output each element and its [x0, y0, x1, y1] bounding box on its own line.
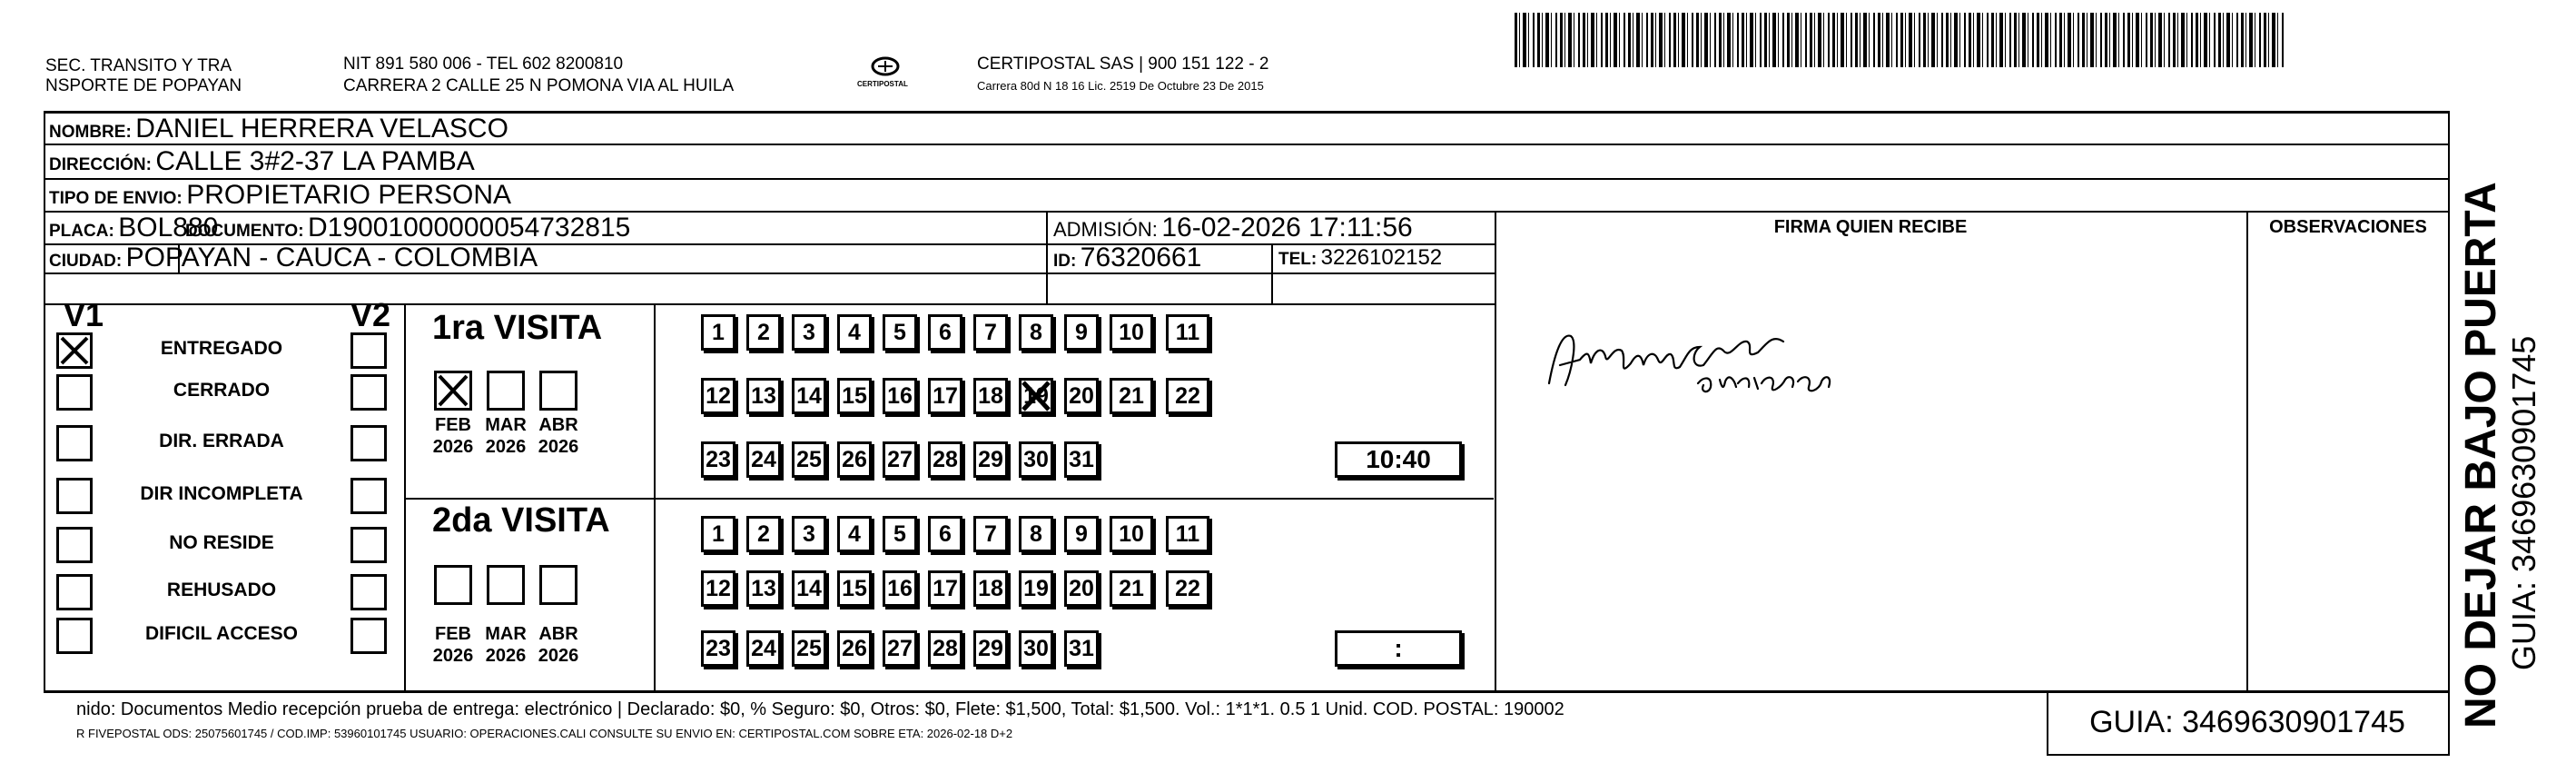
status-reason-label: DIFICIL ACCESO — [144, 623, 298, 644]
day-number: 24 — [751, 446, 776, 472]
id-value: 76320661 — [1080, 243, 1202, 272]
day-number: 17 — [933, 382, 958, 409]
day-box[interactable] — [1064, 378, 1099, 414]
check-x-icon — [59, 335, 90, 366]
month-year: 2026 — [485, 646, 527, 666]
day-number: 22 — [1175, 575, 1200, 601]
v1-checkbox[interactable] — [56, 527, 93, 563]
month-label — [426, 623, 480, 667]
day-box[interactable] — [973, 516, 1008, 552]
certipostal-logo — [870, 56, 901, 76]
placa-value: BOL880 — [118, 213, 219, 243]
month-year: 2026 — [538, 646, 579, 666]
v1-checkbox[interactable] — [56, 574, 93, 610]
v2-label: V2 — [350, 296, 391, 333]
day-box[interactable] — [837, 378, 872, 414]
admision-label: ADMISIÓN: — [1053, 218, 1158, 241]
id-label: ID: — [1053, 252, 1077, 271]
visit-title: 2da VISITA — [432, 501, 610, 540]
direccion-field — [49, 147, 475, 181]
visit-time-box[interactable]: 10:40 — [1335, 441, 1462, 478]
day-number: 6 — [939, 319, 952, 345]
day-box[interactable] — [1064, 441, 1099, 478]
day-number: 30 — [1023, 446, 1049, 472]
month-name: ABR — [538, 415, 578, 435]
row-divider — [44, 303, 1496, 305]
month-year: 2026 — [538, 437, 579, 457]
day-number: 10 — [1119, 520, 1144, 547]
day-box[interactable] — [1110, 378, 1153, 414]
tel-divider-top — [1271, 243, 1273, 272]
month-label — [531, 414, 586, 458]
v1-checkbox[interactable] — [56, 332, 93, 369]
ciudad-value: POPAYAN - CAUCA - COLOMBIA — [125, 243, 538, 272]
day-box[interactable] — [837, 314, 872, 351]
day-number: 22 — [1175, 382, 1200, 409]
day-number: 23 — [706, 446, 731, 472]
day-number: 27 — [887, 635, 913, 661]
v2-checkbox[interactable] — [350, 527, 387, 563]
day-number: 5 — [893, 520, 906, 547]
tipo-envio-value: PROPIETARIO PERSONA — [186, 180, 512, 210]
day-number: 4 — [848, 319, 861, 345]
day-number: 11 — [1175, 520, 1200, 547]
v1-checkbox[interactable] — [56, 425, 93, 461]
day-box[interactable] — [883, 314, 917, 351]
footer-guia-bottom — [2047, 754, 2450, 756]
day-number: 20 — [1069, 382, 1094, 409]
day-box[interactable] — [792, 570, 826, 607]
firma-left-border — [1495, 211, 1496, 692]
day-box[interactable] — [792, 314, 826, 351]
day-box[interactable] — [1110, 516, 1153, 552]
day-number: 3 — [803, 520, 815, 547]
v1-label: V1 — [64, 296, 104, 333]
month-label — [479, 414, 533, 458]
day-number: 21 — [1119, 575, 1144, 601]
month-name: FEB — [435, 624, 471, 644]
day-number: 15 — [842, 575, 867, 601]
direccion-label: DIRECCIÓN: — [49, 155, 152, 174]
day-number: 20 — [1069, 575, 1094, 601]
day-box[interactable] — [883, 516, 917, 552]
day-number: 26 — [842, 446, 867, 472]
visit-left-border — [654, 303, 656, 692]
day-box[interactable] — [1019, 378, 1053, 414]
day-number: 28 — [933, 446, 958, 472]
day-number: 12 — [706, 382, 731, 409]
admision-divider-top — [1046, 211, 1048, 243]
day-box[interactable] — [1110, 314, 1153, 351]
day-number: 13 — [751, 382, 776, 409]
tipo-envio-field — [49, 181, 511, 214]
day-number: 29 — [978, 635, 1003, 661]
day-box[interactable] — [837, 630, 872, 667]
day-box[interactable] — [883, 378, 917, 414]
company-line: CERTIPOSTAL SAS | 900 151 122 - 2 — [977, 54, 1269, 74]
month-year: 2026 — [432, 646, 474, 666]
day-box[interactable] — [1019, 630, 1053, 667]
visit-title: 1ra VISITA — [432, 309, 603, 347]
direccion-value: CALLE 3#2-37 LA PAMBA — [155, 146, 475, 176]
license-line: Carrera 80d N 18 16 Lic. 2519 De Octubre 23 De 2015 — [977, 79, 1264, 93]
day-box[interactable] — [1019, 441, 1053, 478]
v2-checkbox[interactable] — [350, 425, 387, 461]
day-number: 5 — [893, 319, 906, 345]
footer-line1: nido: Documentos Medio recepción prueba de entrega: electrónico | Declarado: $0, % Seguro: $0, Otros: $0, Flete: $1,500, Total: $1,500. Vol.: 1*1*1. 0.5 1 Unid. COD. POSTAL: 190002 — [76, 699, 1564, 719]
v1-checkbox[interactable] — [56, 618, 93, 654]
footer-line2: R FIVEPOSTAL ODS: 25075601745 / COD.IMP: 53960101745 USUARIO: OPERACIONES.CALI CONSULTE SU ENVIO EN: CERTIPOSTAL.COM SOBRE ETA: 2026-02-18 D+2 — [76, 727, 1013, 740]
handwritten-signature — [1544, 300, 1925, 409]
day-box[interactable] — [928, 314, 962, 351]
v1-checkbox[interactable] — [56, 478, 93, 514]
day-box[interactable] — [1166, 570, 1209, 607]
ciudad-label: CIUDAD: — [49, 252, 123, 271]
day-box[interactable] — [792, 378, 826, 414]
day-box[interactable] — [973, 441, 1008, 478]
day-box[interactable] — [1019, 314, 1053, 351]
day-number: 27 — [887, 446, 913, 472]
sender-address: CARRERA 2 CALLE 25 N POMONA VIA AL HUILA — [343, 76, 735, 95]
status-reason-label: NO RESIDE — [169, 532, 274, 553]
day-box[interactable] — [837, 570, 872, 607]
day-box[interactable] — [746, 630, 781, 667]
status-reason-label: DIR INCOMPLETA — [140, 483, 303, 504]
day-number: 25 — [796, 446, 822, 472]
day-box[interactable] — [792, 516, 826, 552]
right-border — [2448, 111, 2450, 756]
month-label — [531, 623, 586, 667]
day-number: 26 — [842, 635, 867, 661]
day-box[interactable] — [883, 630, 917, 667]
day-number: 4 — [848, 520, 861, 547]
tel-label: TEL: — [1278, 250, 1318, 269]
day-box[interactable] — [746, 314, 781, 351]
status-right-border — [404, 303, 406, 692]
nombre-label: NOMBRE: — [49, 123, 132, 142]
day-box[interactable] — [701, 516, 735, 552]
day-number: 9 — [1075, 520, 1088, 547]
month-name: FEB — [435, 415, 471, 435]
day-box[interactable] — [1064, 516, 1099, 552]
day-number: 18 — [978, 575, 1003, 601]
barcode — [1515, 13, 2285, 67]
day-box[interactable] — [883, 570, 917, 607]
month-name: MAR — [485, 624, 527, 644]
logo-text: CERTIPOSTAL — [857, 80, 908, 88]
day-box[interactable] — [928, 570, 962, 607]
day-box[interactable] — [973, 314, 1008, 351]
side-guia: GUIA: 3469630901745 — [2505, 335, 2542, 670]
day-number: 29 — [978, 446, 1003, 472]
tel-field — [1278, 243, 1442, 275]
day-box[interactable] — [928, 516, 962, 552]
day-number: 14 — [796, 575, 822, 601]
day-number: 3 — [803, 319, 815, 345]
day-number: 13 — [751, 575, 776, 601]
day-box[interactable] — [883, 441, 917, 478]
no-dejar-bajo-puerta: NO DEJAR BAJO PUERTA — [2457, 182, 2505, 728]
day-number: 1 — [712, 520, 725, 547]
day-number: 8 — [1030, 520, 1042, 547]
status-reason-label: CERRADO — [173, 380, 271, 401]
day-number: 24 — [751, 635, 776, 661]
day-number: 17 — [933, 575, 958, 601]
day-number: 6 — [939, 520, 952, 547]
day-number: 1 — [712, 319, 725, 345]
month-name: MAR — [485, 415, 527, 435]
day-box[interactable] — [1019, 516, 1053, 552]
day-number: 19 — [1023, 575, 1049, 601]
day-box[interactable] — [1064, 570, 1099, 607]
day-number: 14 — [796, 382, 822, 409]
day-box[interactable] — [837, 516, 872, 552]
v2-checkbox[interactable] — [350, 332, 387, 369]
nombre-field — [49, 114, 508, 148]
day-box[interactable] — [1110, 570, 1153, 607]
month-checkbox[interactable] — [487, 565, 525, 605]
day-box[interactable] — [1064, 630, 1099, 667]
day-box[interactable] — [973, 630, 1008, 667]
sender-nit: NIT 891 580 006 - TEL 602 8200810 — [343, 54, 624, 74]
day-number: 16 — [887, 382, 913, 409]
day-box[interactable] — [701, 570, 735, 607]
month-checkbox[interactable] — [434, 371, 472, 411]
day-number: 25 — [796, 635, 822, 661]
day-box[interactable] — [701, 314, 735, 351]
day-number: 28 — [933, 635, 958, 661]
signature-name-text — [1544, 418, 1550, 419]
day-number: 12 — [706, 575, 731, 601]
day-box[interactable] — [928, 441, 962, 478]
day-number: 2 — [757, 520, 770, 547]
day-box[interactable] — [746, 441, 781, 478]
day-box[interactable] — [1019, 570, 1053, 607]
admision-value: 16-02-2026 17:11:56 — [1161, 213, 1413, 243]
day-box[interactable] — [701, 630, 735, 667]
day-box[interactable] — [973, 570, 1008, 607]
day-number: 15 — [842, 382, 867, 409]
ciudad-field — [49, 243, 538, 277]
v2-checkbox[interactable] — [350, 618, 387, 654]
day-box[interactable] — [837, 441, 872, 478]
day-box[interactable] — [928, 630, 962, 667]
day-number: 19 — [1023, 382, 1049, 409]
day-box[interactable] — [1166, 314, 1209, 351]
visit-divider — [404, 498, 1494, 500]
documento-label: DOCUMENTO: — [185, 222, 304, 241]
day-number: 21 — [1119, 382, 1144, 409]
month-checkbox[interactable] — [539, 565, 577, 605]
id-field — [1053, 243, 1201, 277]
month-year: 2026 — [432, 437, 474, 457]
day-box[interactable] — [701, 441, 735, 478]
month-label — [426, 414, 480, 458]
documento-value: D19001000000054732815 — [308, 213, 631, 243]
month-name: ABR — [538, 624, 578, 644]
day-box[interactable] — [746, 516, 781, 552]
day-box[interactable] — [973, 378, 1008, 414]
day-box[interactable] — [1166, 516, 1209, 552]
month-label — [479, 623, 533, 667]
status-reason-label: ENTREGADO — [160, 338, 283, 359]
day-number: 18 — [978, 382, 1003, 409]
sender-name-line1: SEC. TRANSITO Y TRA — [45, 56, 232, 75]
day-number: 31 — [1069, 446, 1094, 472]
day-number: 10 — [1119, 319, 1144, 345]
nombre-value: DANIEL HERRERA VELASCO — [135, 114, 508, 144]
tel-divider — [1271, 272, 1273, 303]
v2-checkbox[interactable] — [350, 574, 387, 610]
day-number: 11 — [1175, 319, 1200, 345]
footer-guia: GUIA: 3469630901745 — [2089, 705, 2405, 739]
day-box[interactable] — [1064, 314, 1099, 351]
tel-value: 3226102152 — [1320, 245, 1443, 270]
status-reason-label: REHUSADO — [166, 580, 277, 600]
check-x-icon — [437, 373, 469, 408]
v1-checkbox[interactable] — [56, 374, 93, 411]
day-number: 30 — [1023, 635, 1049, 661]
day-box[interactable] — [792, 441, 826, 478]
v2-checkbox[interactable] — [350, 374, 387, 411]
day-box[interactable] — [1166, 378, 1209, 414]
day-number: 8 — [1030, 319, 1042, 345]
day-number: 23 — [706, 635, 731, 661]
day-number: 9 — [1075, 319, 1088, 345]
sender-name-line2: NSPORTE DE POPAYAN — [45, 76, 242, 95]
day-number: 7 — [984, 520, 997, 547]
month-checkbox[interactable] — [434, 565, 472, 605]
tipo-envio-label: TIPO DE ENVIO: — [49, 189, 183, 208]
day-box[interactable] — [792, 630, 826, 667]
day-number: 31 — [1069, 635, 1094, 661]
v2-checkbox[interactable] — [350, 478, 387, 514]
day-number: 2 — [757, 319, 770, 345]
day-number: 16 — [887, 575, 913, 601]
month-checkbox[interactable] — [539, 371, 577, 411]
id-divider — [1046, 243, 1048, 274]
status-reason-label: DIR. ERRADA — [159, 431, 284, 451]
observaciones-header: OBSERVACIONES — [2269, 217, 2427, 237]
firma-header: FIRMA QUIEN RECIBE — [1773, 217, 1968, 237]
day-box[interactable] — [746, 378, 781, 414]
month-year: 2026 — [485, 437, 527, 457]
signature-id-text — [1544, 420, 1549, 421]
obs-left-border — [2246, 211, 2248, 692]
day-number: 7 — [984, 319, 997, 345]
month-checkbox[interactable] — [487, 371, 525, 411]
day-box[interactable] — [928, 378, 962, 414]
visit-time-box[interactable]: : — [1335, 630, 1462, 667]
day-box[interactable] — [701, 378, 735, 414]
day-box[interactable] — [746, 570, 781, 607]
placa-label: PLACA: — [49, 222, 114, 241]
left-border — [44, 111, 45, 692]
